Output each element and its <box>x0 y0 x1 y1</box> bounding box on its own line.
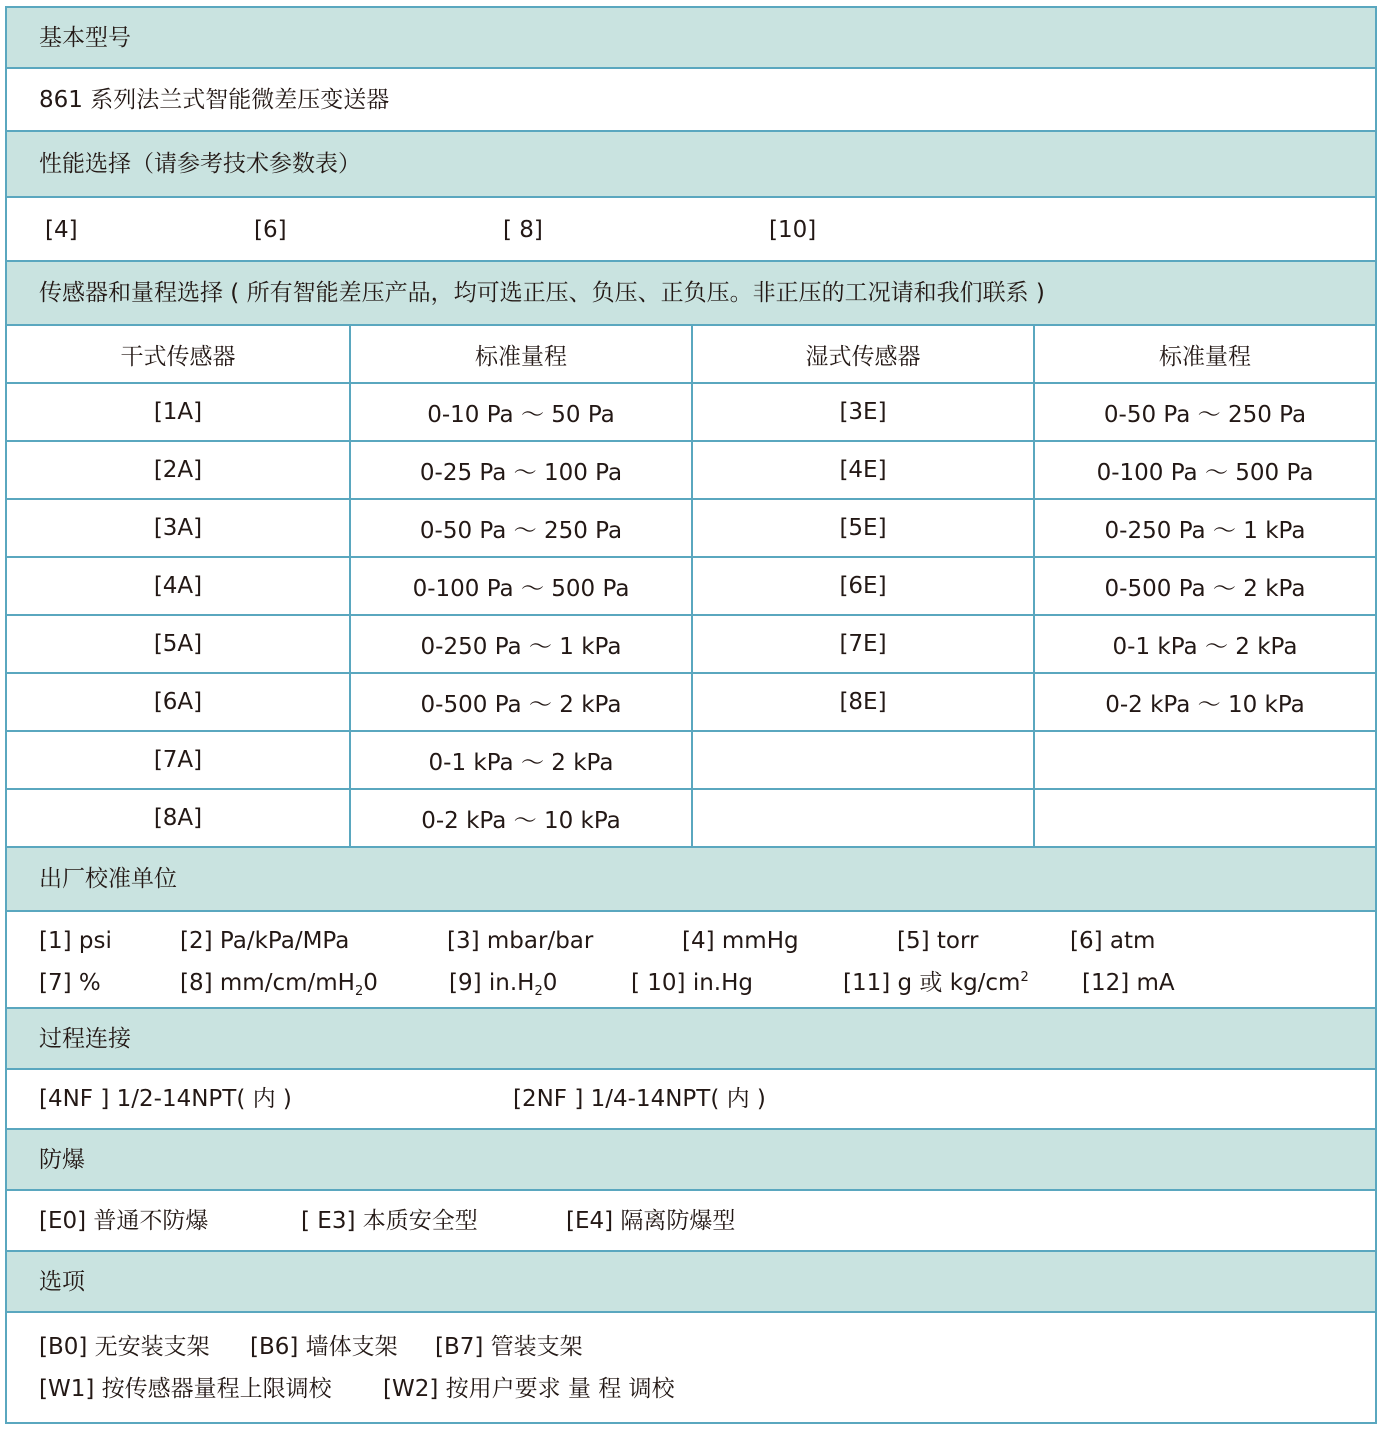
wet-sensor-range: 0-250 Pa ～ 1 kPa <box>1104 517 1306 544</box>
section-title: 性能选择（请参考技术参数表） <box>39 151 361 177</box>
section-header-sensor-range <box>7 262 1375 326</box>
wet-sensor-code: [4E] <box>693 442 1035 498</box>
wet-sensor-range: 0-1 kPa ～ 2 kPa <box>1112 633 1298 660</box>
unit-option: [12] mA <box>1082 970 1175 996</box>
dry-sensor-range: 0-1 kPa ～ 2 kPa <box>351 732 693 788</box>
performance-option: [6] <box>254 217 287 243</box>
unit-option: [1] psi <box>39 928 112 954</box>
dry-sensor-range: 0-250 Pa ～ 1 kPa <box>351 616 693 672</box>
dry-sensor-range: 0-10 Pa ～ 50 Pa <box>351 384 693 440</box>
dry-sensor-range: 0-2 kPa ～ 10 kPa <box>351 790 693 846</box>
section-title: 传感器和量程选择 ( 所有智能差压产品，均可选正压、负压、正负压。非正压的工况请和我们联系 ) <box>39 280 1045 306</box>
dry-sensor-range: 0-25 Pa ～ 100 Pa <box>351 442 693 498</box>
dry-sensor-code: [2A] <box>7 442 351 498</box>
dry-sensor-code: [1A] <box>7 384 351 440</box>
wet-sensor-code: [5E] <box>693 500 1035 556</box>
unit-text: [11] g 或 kg/cm <box>843 970 1021 996</box>
wet-sensor-range <box>1035 790 1375 846</box>
section-header-options <box>7 1252 1375 1313</box>
unit-option: [6] atm <box>1070 928 1156 954</box>
performance-option: [10] <box>769 217 817 243</box>
wet-sensor-code: [7E] <box>693 616 1035 672</box>
calibration-units-row <box>7 912 1375 1009</box>
wet-sensor-range: 0-500 Pa ～ 2 kPa <box>1104 575 1306 602</box>
column-header-standard-range: 标准量程 <box>1159 343 1251 370</box>
wet-sensor-code <box>693 790 1035 846</box>
wet-sensor-range: 0-100 Pa ～ 500 Pa <box>1096 459 1314 486</box>
dry-sensor-code: [5A] <box>7 616 351 672</box>
option-item: [B7] 管装支架 <box>435 1334 583 1360</box>
unit-option <box>449 970 558 999</box>
dry-sensor-range: 0-50 Pa ～ 250 Pa <box>351 500 693 556</box>
performance-option: [ 8] <box>503 217 543 243</box>
section-title: 出厂校准单位 <box>39 866 177 892</box>
unit-text: [8] mm/cm/mH <box>180 970 355 996</box>
wet-sensor-code: [8E] <box>693 674 1035 730</box>
column-header-wet-sensor: 湿式传感器 <box>693 326 1035 382</box>
dry-sensor-code: [6A] <box>7 674 351 730</box>
performance-option: [4] <box>45 217 78 243</box>
table-row <box>7 790 1375 848</box>
dry-sensor-code: [8A] <box>7 790 351 846</box>
section-header-explosion-proof <box>7 1130 1375 1191</box>
table-row <box>7 558 1375 616</box>
options-row <box>7 1313 1375 1422</box>
section-header-calibration-unit <box>7 848 1375 912</box>
column-header-dry-sensor: 干式传感器 <box>7 326 351 382</box>
basic-model-row <box>7 69 1375 132</box>
column-header-standard-range: 标准量程 <box>351 326 693 382</box>
unit-option: [ 10] in.Hg <box>631 970 754 996</box>
unit-text: [9] in.H <box>449 970 535 996</box>
explosion-option: [E4] 隔离防爆型 <box>566 1208 736 1234</box>
wet-sensor-range: 0-2 kPa ～ 10 kPa <box>1105 691 1305 718</box>
unit-option: [2] Pa/kPa/MPa <box>180 928 350 954</box>
unit-option: [5] torr <box>897 928 979 954</box>
explosion-option: [E0] 普通不防爆 <box>39 1208 209 1234</box>
wet-sensor-range: 0-50 Pa ～ 250 Pa <box>1103 401 1307 428</box>
unit-option: [7] % <box>39 970 101 996</box>
section-title: 防爆 <box>39 1147 85 1173</box>
table-row <box>7 384 1375 442</box>
model-selection-table <box>5 6 1377 1424</box>
table-row <box>7 616 1375 674</box>
unit-option <box>843 972 1029 995</box>
wet-sensor-code: [3E] <box>693 384 1035 440</box>
subscript: 2 <box>354 984 364 999</box>
table-row <box>7 442 1375 500</box>
table-row <box>7 732 1375 790</box>
connection-option: [2NF ] 1/4-14NPT( 内 ) <box>513 1086 766 1112</box>
option-item: [B0] 无安装支架 <box>39 1334 210 1360</box>
wet-sensor-code <box>693 732 1035 788</box>
explosion-option: [ E3] 本质安全型 <box>301 1208 478 1234</box>
superscript: 2 <box>1020 970 1029 985</box>
table-row <box>7 674 1375 732</box>
explosion-proof-row <box>7 1191 1375 1252</box>
subscript: 2 <box>534 984 543 999</box>
model-name: 861 系列法兰式智能微差压变送器 <box>39 87 390 113</box>
unit-option <box>180 970 378 999</box>
section-title: 基本型号 <box>39 25 131 51</box>
dry-sensor-code: [7A] <box>7 732 351 788</box>
option-item: [W1] 按传感器量程上限调校 <box>39 1376 332 1402</box>
process-connection-row <box>7 1070 1375 1130</box>
unit-text: 0 <box>542 970 558 996</box>
dry-sensor-code: [4A] <box>7 558 351 614</box>
sensor-table-header <box>7 326 1375 384</box>
unit-text: 0 <box>363 970 378 996</box>
table-row <box>7 500 1375 558</box>
section-header-process-connection <box>7 1009 1375 1070</box>
unit-option: [4] mmHg <box>682 928 799 954</box>
performance-options-row <box>7 198 1375 262</box>
connection-option: [4NF ] 1/2-14NPT( 内 ) <box>39 1086 292 1112</box>
section-header-basic-model <box>7 8 1375 69</box>
section-title: 选项 <box>39 1269 85 1295</box>
option-item: [W2] 按用户要求 量 程 调校 <box>383 1376 675 1402</box>
section-header-performance <box>7 132 1375 198</box>
dry-sensor-range: 0-100 Pa ～ 500 Pa <box>351 558 693 614</box>
section-title: 过程连接 <box>39 1026 131 1052</box>
option-item: [B6] 墙体支架 <box>250 1334 398 1360</box>
unit-option: [3] mbar/bar <box>447 928 594 954</box>
wet-sensor-range <box>1035 732 1375 788</box>
dry-sensor-code: [3A] <box>7 500 351 556</box>
dry-sensor-range: 0-500 Pa ～ 2 kPa <box>351 674 693 730</box>
wet-sensor-code: [6E] <box>693 558 1035 614</box>
